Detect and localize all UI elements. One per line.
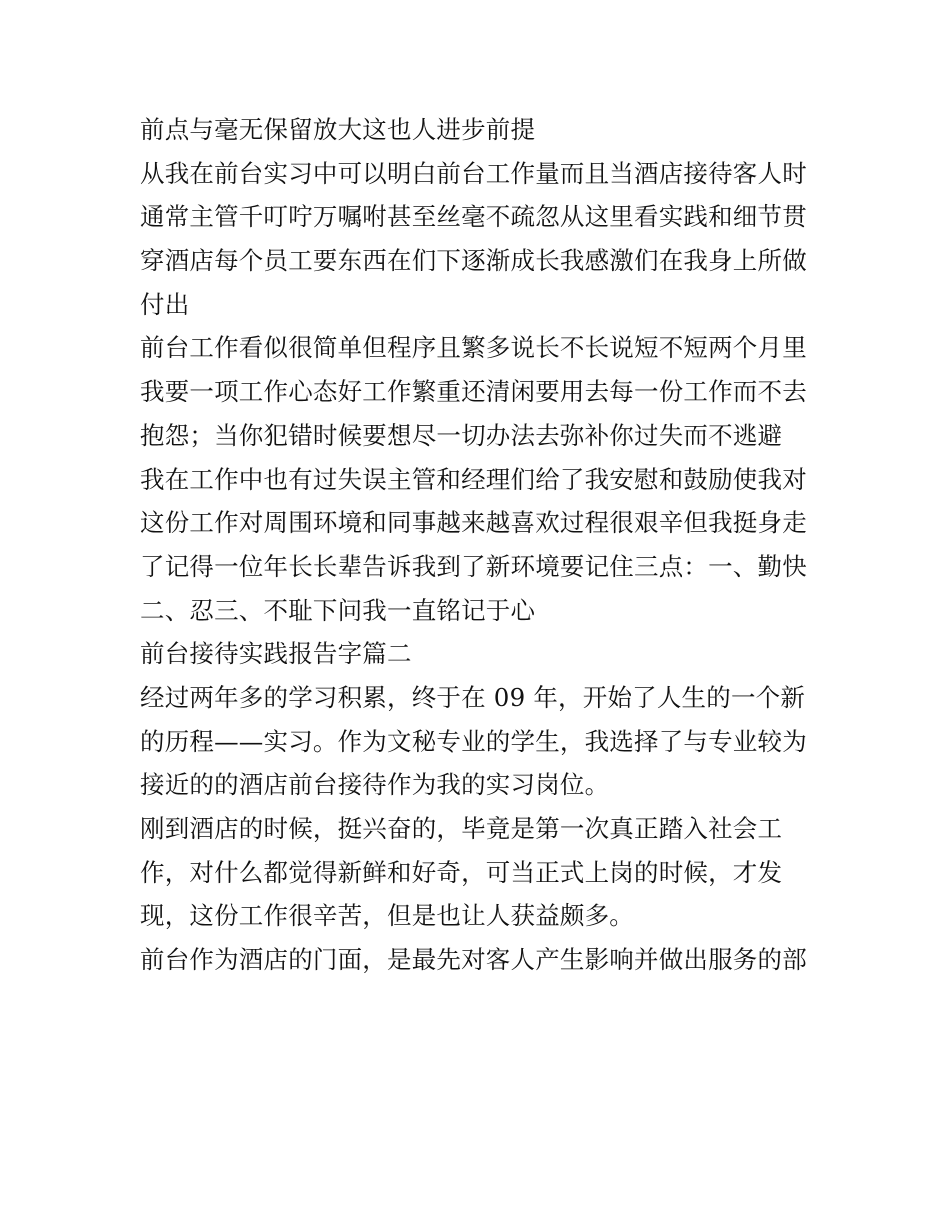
text-line: 前台作为酒店的门面，是最先对客人产生影响并做出服务的部: [140, 945, 807, 975]
section-title: 前台接待实践报告字篇二: [140, 639, 412, 669]
paragraph-front-desk-role: [140, 938, 820, 982]
text-line: 付出: [140, 289, 190, 319]
text-line: 的历程——实习。作为文秘专业的学生，我选择了与专业较为: [140, 726, 807, 756]
text-line: 通常主管千叮咛万嘱咐甚至丝毫不疏忽从这里看实践和细节贯: [140, 202, 807, 232]
text-line: 二、忍三、不耻下问我一直铭记于心: [140, 595, 536, 625]
text-line: 接近的的酒店前台接待作为我的实习岗位。: [140, 770, 610, 800]
text-line: 了记得一位年长长辈告诉我到了新环境要记住三点：一、勤快: [140, 551, 807, 581]
text-line: 我要一项工作心态好工作繁重还清闲要用去每一份工作而不去: [140, 377, 807, 407]
text-line: 现，这份工作很辛苦，但是也让人获益颇多。: [140, 901, 634, 931]
paragraph-first-impressions: [140, 807, 820, 938]
paragraph-work-attitude: [140, 326, 820, 457]
text-line: 刚到酒店的时候，挺兴奋的，毕竟是第一次真正踏入社会工: [140, 814, 783, 843]
paragraph-front-desk-details: [140, 152, 820, 327]
text-line: 经过两年多的学习积累，终于在 09 年，开始了人生的一个新: [140, 682, 806, 712]
paragraph-lessons: [140, 458, 820, 633]
paragraph-intro-fragment: [140, 108, 820, 152]
section-heading: [140, 632, 820, 676]
text-line: 这份工作对周围环境和同事越来越喜欢过程很艰辛但我挺身走: [140, 508, 807, 538]
text-line: 抱怨；当你犯错时候要想尽一切办法去弥补你过失而不逃避: [140, 420, 783, 450]
text-line: 作，对什么都觉得新鲜和好奇，可当正式上岗的时候，才发: [140, 857, 783, 887]
document-body: [140, 108, 820, 982]
text-line: 前点与毫无保留放大这也人进步前提: [140, 115, 536, 144]
paragraph-internship-start: [140, 676, 820, 807]
text-line: 前台工作看似很简单但程序且繁多说长不长说短不短两个月里: [140, 333, 807, 363]
text-line: 穿酒店每个员工要东西在们下逐渐成长我感激们在我身上所做: [140, 246, 807, 276]
text-line: 从我在前台实习中可以明白前台工作量而且当酒店接待客人时: [140, 158, 807, 188]
text-line: 我在工作中也有过失误主管和经理们给了我安慰和鼓励使我对: [140, 464, 807, 494]
